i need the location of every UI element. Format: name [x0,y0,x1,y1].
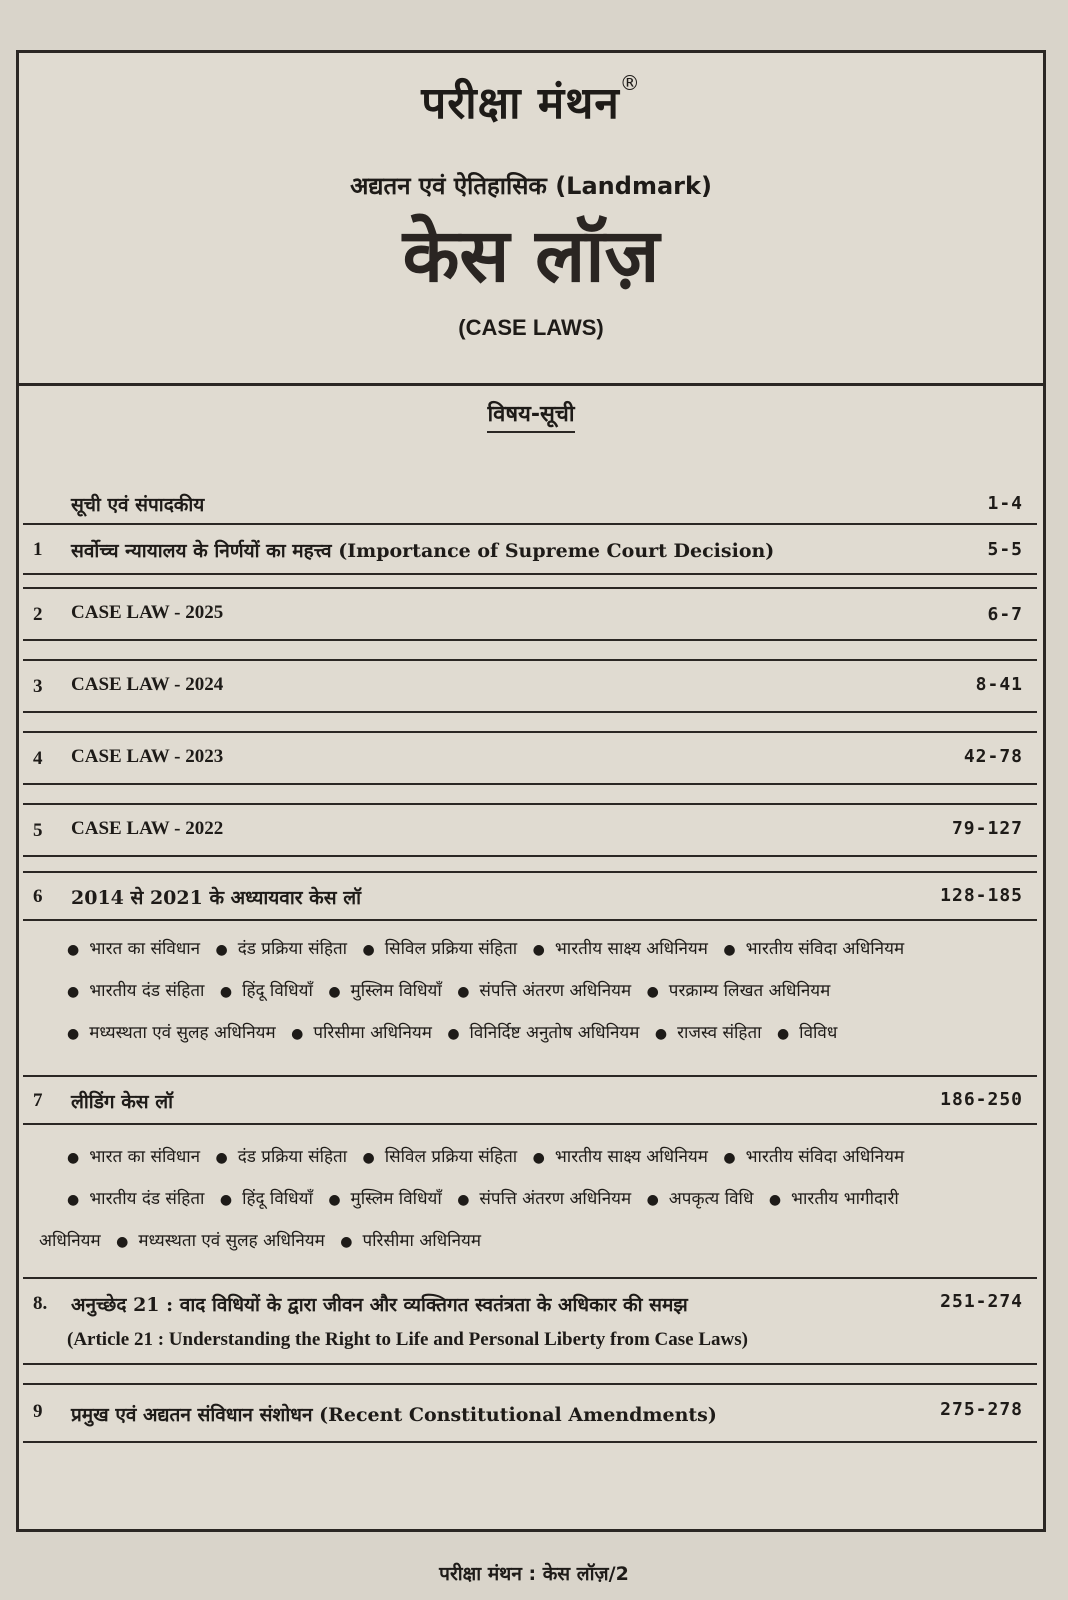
toc-entry-number: 5 [33,820,43,841]
toc-entry-number: 9 [33,1401,43,1422]
toc-entry-number: 1 [33,539,43,560]
toc-heading: विषय-सूची [19,398,1043,428]
toc-entry-label: अनुच्छेद 21 : वाद विधियों के द्वारा जीवन और व्यक्तिगत स्वतंत्रता के अधिकार की समझ [71,1294,688,1316]
toc-entry-9 [23,1383,1037,1443]
topic-line [67,1179,1027,1221]
topic-item: ● दंड प्रक्रिया संहिता [216,929,348,971]
toc-entry-7 [23,1075,1037,1125]
toc-entry-pages: 79-127 [951,818,1023,839]
toc-entry-number: 8. [33,1293,48,1314]
topic-line [67,971,1027,1013]
topic-item: ● हिंदू विधियाँ [220,1179,313,1221]
toc-entry-1 [23,523,1037,575]
toc-intro-pages: 1-4 [987,493,1023,514]
topic-item: अधिनियम [39,1231,101,1251]
topic-item: ● भारतीय संविदा अधिनियम [723,929,904,971]
toc-entry-label: CASE LAW - 2022 [71,818,224,839]
toc-entry-number: 3 [33,676,43,697]
topic-item: ● संपत्ति अंतरण अधिनियम [457,1179,631,1221]
header [19,53,1043,386]
toc-entry-pages: 251-274 [940,1291,1023,1312]
toc-entry-number: 7 [33,1090,43,1111]
toc-entry-number: 4 [33,748,43,769]
toc-entry-3 [23,659,1037,713]
toc-entry-pages: 42-78 [963,746,1023,767]
topic-item: ● संपत्ति अंतरण अधिनियम [457,971,631,1013]
page-title-english: (CASE LAWS) [458,315,604,340]
topic-list-7 [39,1137,1027,1263]
toc-entry-6 [23,871,1037,921]
topic-item: ● परिसीमा अधिनियम [291,1013,432,1055]
page-footer: परीक्षा मंथन : केस लॉज़/2 [439,1563,629,1585]
brand-logo: परीक्षा मंथन® [421,71,641,129]
toc-entry-pages: 6-7 [987,604,1023,625]
topic-line [39,1221,1027,1263]
topic-item: ● भारतीय दंड संहिता [67,1179,204,1221]
topic-item: ● परिसीमा अधिनियम [340,1221,481,1263]
toc-entry-label: लीडिंग केस लॉ [71,1091,174,1113]
page-title: केस लॉज़ [402,213,660,299]
toc-entry-pages: 275-278 [940,1399,1023,1420]
toc-entry-label: सर्वोच्च न्यायालय के निर्णयों का महत्त्व (Importance of Supreme Court Decision) [71,540,775,562]
toc-entry-4 [23,731,1037,785]
topic-item: ● सिविल प्रक्रिया संहिता [363,929,518,971]
topic-item: ● मुस्लिम विधियाँ [328,971,441,1013]
subtitle: अद्यतन एवं ऐतिहासिक (Landmark) [350,172,712,200]
topic-item: ● भारत का संविधान [67,929,200,971]
topic-item: ● भारतीय संविदा अधिनियम [723,1137,904,1179]
toc-entry-number: 2 [33,604,43,625]
toc-entry-number: 6 [33,886,43,907]
toc-intro-label: सूची एवं संपादकीय [71,494,205,516]
topic-item: ● दंड प्रक्रिया संहिता [216,1137,348,1179]
toc-entry-8 [23,1277,1037,1365]
topic-item: ● विविध [777,1013,837,1055]
toc-entry-label: CASE LAW - 2024 [71,674,224,695]
topic-item: ● मध्यस्थता एवं सुलह अधिनियम [116,1221,325,1263]
toc-entry-5 [23,803,1037,857]
topic-item: ● भारतीय साक्ष्य अधिनियम [533,929,708,971]
toc-entry-label: 2014 से 2021 के अध्यायवार केस लॉ [71,887,362,909]
topic-item: ● अपकृत्य विधि [647,1179,754,1221]
toc-intro-row [23,485,1037,521]
toc-entry-sublabel: (Article 21 : Understanding the Right to Life and Personal Liberty from Case Laws) [67,1329,748,1350]
topic-line [67,1013,1027,1055]
toc-entry-pages: 128-185 [940,885,1023,906]
toc-entry-label: CASE LAW - 2025 [71,602,224,623]
topic-item: ● हिंदू विधियाँ [220,971,313,1013]
toc-entry-label: CASE LAW - 2023 [71,746,224,767]
page-frame [16,50,1046,1532]
topic-line [67,929,1027,971]
topic-item: ● भारत का संविधान [67,1137,200,1179]
topic-item: ● विनिर्दिष्ट अनुतोष अधिनियम [447,1013,639,1055]
topic-line [67,1137,1027,1179]
topic-item: ● मध्यस्थता एवं सुलह अधिनियम [67,1013,276,1055]
topic-item: ● भारतीय भागीदारी [769,1179,899,1221]
registered-mark: ® [619,71,641,95]
toc-entry-pages: 5-5 [987,539,1023,560]
topic-list-6 [67,929,1027,1055]
topic-item: ● राजस्व संहिता [655,1013,762,1055]
toc-entry-pages: 186-250 [940,1089,1023,1110]
topic-item: ● परक्राम्य लिखत अधिनियम [647,971,831,1013]
toc-entry-label: प्रमुख एवं अद्यतन संविधान संशोधन (Recent Constitutional Amendments) [71,1404,717,1426]
toc-entry-pages: 8-41 [975,674,1023,695]
topic-item: ● भारतीय साक्ष्य अधिनियम [533,1137,708,1179]
topic-item: ● मुस्लिम विधियाँ [328,1179,441,1221]
topic-item: ● सिविल प्रक्रिया संहिता [363,1137,518,1179]
topic-item: ● भारतीय दंड संहिता [67,971,204,1013]
toc-entry-2 [23,587,1037,641]
